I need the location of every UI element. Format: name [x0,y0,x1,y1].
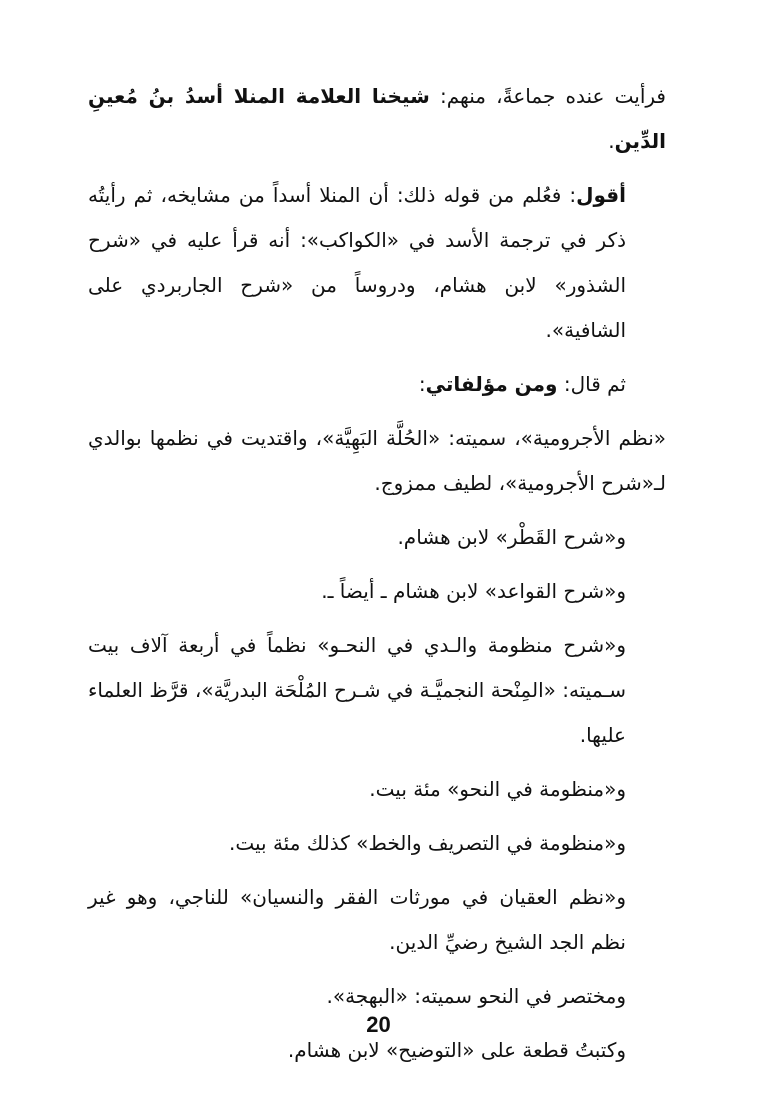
paragraph-5: و«شرح القَطْر» لابن هشام. [397,525,626,549]
paragraph-10: و«نظم العقيان في مورثات الفقر والنسيان» للناجي، وهو غير نظم الجد الشيخ رضيِّ الدين. [88,885,626,954]
aqulu-label: أقول [576,183,626,207]
paragraph-3 [88,362,666,407]
paragraph-9: و«منظومة في التصريف والخط» كذلك مئة بيت. [228,831,626,855]
paragraph-1 [88,74,666,164]
paragraph-12: وكتبتُ قطعة على «التوضيح» لابن هشام. [287,1038,626,1062]
text-body [88,74,666,1082]
paragraph-3-end: : [418,372,426,396]
paragraph-11: ومختصر في النحو سميته: «البهجة». [326,984,626,1008]
paragraph-4: «نظم الأجرومية»، سميته: «الحُلَّة البَهِيَّة»، واقتديت في نظمها بوالدي لـ«شرح الأجرومية»، لطيف ممزوج. [88,426,666,495]
paragraph-1-end: . [608,129,615,153]
paragraph-3-lead: ثم قال: [557,372,626,396]
paragraph-2 [88,173,666,353]
page-number: 20 [366,1012,391,1037]
paragraph-2-text: : فعُلم من قوله ذلك: أن المنلا أسداً من مشايخه، ثم رأيتُه ذكر في ترجمة الأسد في «الكواكب»: أنه قرأ عليه في «شرح الشذور» لابن هشام، ودروساً من «شرح الجاربردي على الشافية». [88,183,626,342]
paragraph-8: و«منظومة في النحو» مئة بيت. [369,777,626,801]
teacher-name: شيخنا العلامة المنلا أسدُ بنُ مُعينِ الدِّين [88,84,666,153]
paragraph-7: و«شرح منظومة والـدي في النحـو» نظماً في أربعة آلاف بيت سـميته: «المِنْحة النجميَّـة في شـرح المُلْحَة البدريَّة»، قرَّظ العلماء عليها. [88,633,626,747]
paragraph-6: و«شرح القواعد» لابن هشام ـ أيضاً ـ. [321,579,626,603]
works-heading: ومن مؤلفاتي [425,372,558,396]
paragraph-1-lead: فرأيت عنده جماعةً، منهم: [429,84,666,108]
